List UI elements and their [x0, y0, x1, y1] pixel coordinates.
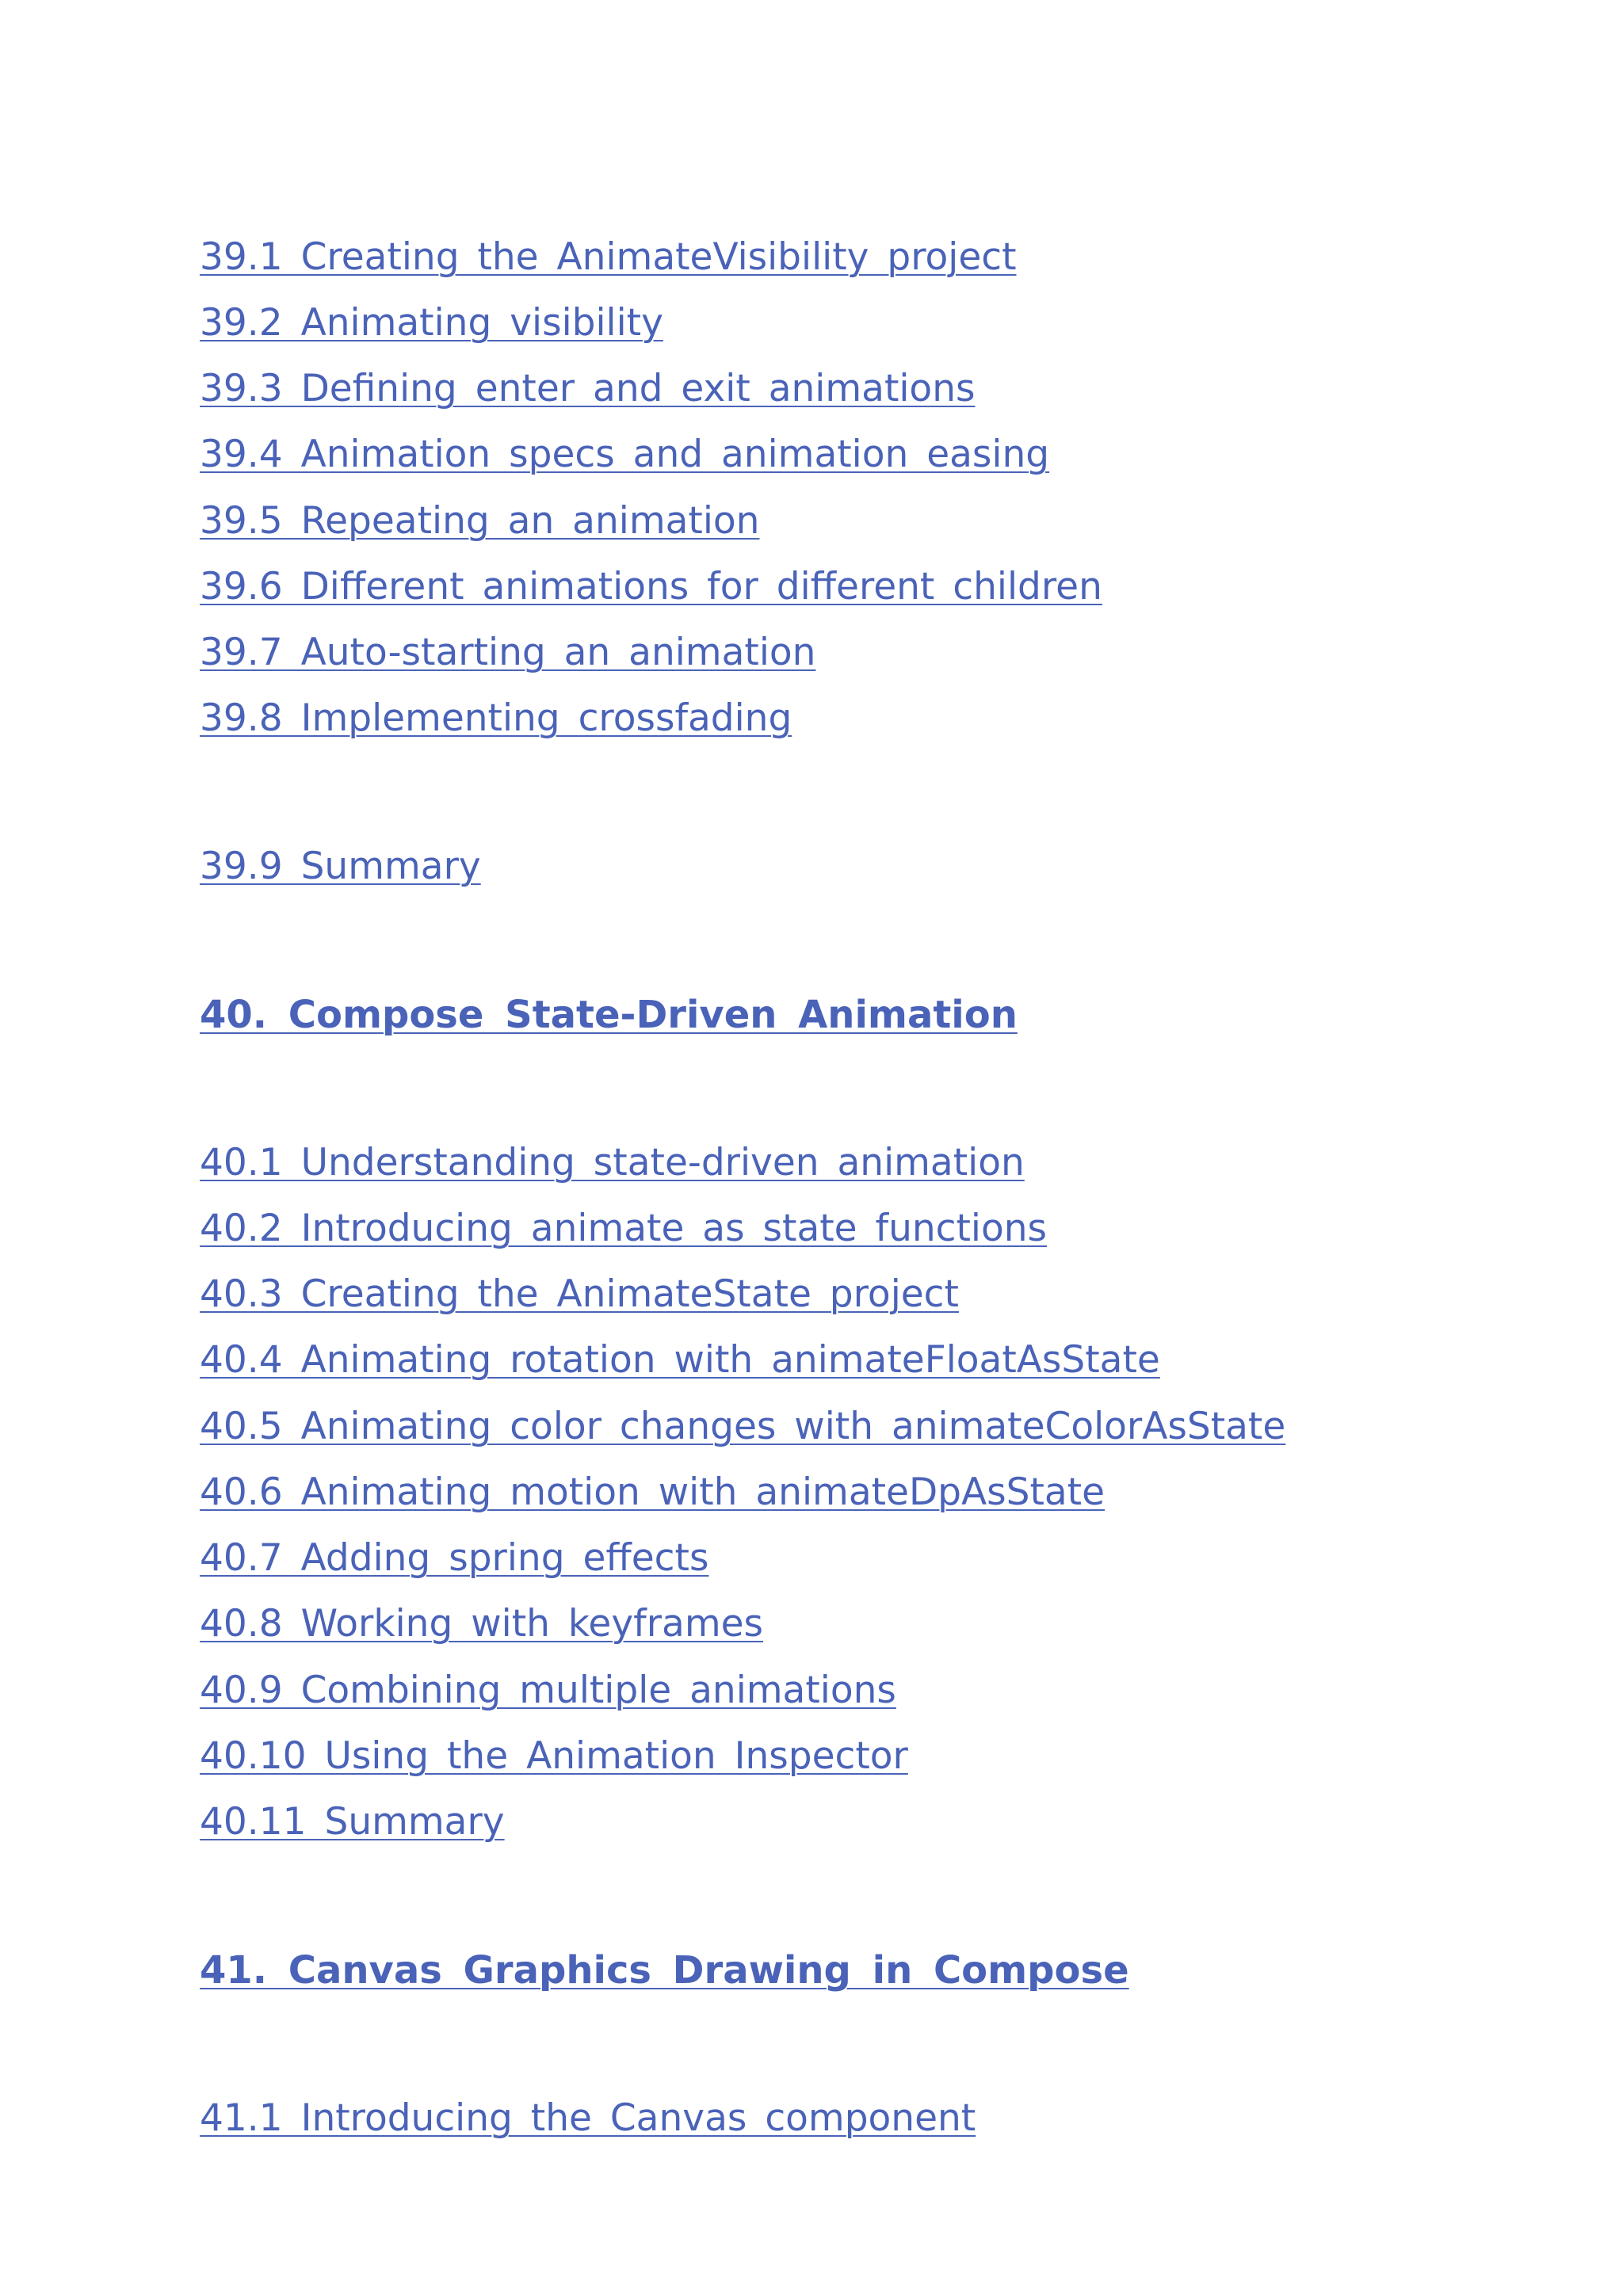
toc-link-40-1[interactable]: 40.1 Understanding state-driven animation	[200, 1141, 1025, 1184]
toc-link-39-7[interactable]: 39.7 Auto-starting an animation	[200, 631, 816, 674]
toc-link-40-6[interactable]: 40.6 Animating motion with animateDpAsState	[200, 1470, 1106, 1514]
toc-link-40-9[interactable]: 40.9 Combining multiple animations	[200, 1669, 896, 1712]
toc-link-39-1[interactable]: 39.1 Creating the AnimateVisibility project	[200, 235, 1017, 279]
toc-link-41-1[interactable]: 41.1 Introducing the Canvas component	[200, 2096, 976, 2140]
toc-link-40-4[interactable]: 40.4 Animating rotation with animateFloatAsState	[200, 1338, 1160, 1382]
toc-link-39-5[interactable]: 39.5 Repeating an animation	[200, 499, 760, 543]
toc-chapter-41[interactable]: 41. Canvas Graphics Drawing in Compose	[200, 1948, 1129, 1993]
toc-link-40-8[interactable]: 40.8 Working with keyframes	[200, 1602, 764, 1646]
toc-link-40-2[interactable]: 40.2 Introducing animate as state functions	[200, 1207, 1048, 1250]
toc-link-40-10[interactable]: 40.10 Using the Animation Inspector	[200, 1734, 908, 1778]
toc-link-40-3[interactable]: 40.3 Creating the AnimateState project	[200, 1272, 959, 1316]
toc-link-40-11[interactable]: 40.11 Summary	[200, 1800, 505, 1844]
toc-link-39-9[interactable]: 39.9 Summary	[200, 845, 481, 888]
toc-link-40-7[interactable]: 40.7 Adding spring effects	[200, 1536, 709, 1580]
toc-link-39-6[interactable]: 39.6 Different animations for different children	[200, 565, 1102, 608]
toc-link-39-3[interactable]: 39.3 Defining enter and exit animations	[200, 367, 976, 410]
toc-link-39-2[interactable]: 39.2 Animating visibility	[200, 301, 663, 345]
toc-link-40-5[interactable]: 40.5 Animating color changes with animateColorAsState	[200, 1405, 1286, 1448]
toc-link-39-8[interactable]: 39.8 Implementing crossfading	[200, 696, 792, 740]
toc-link-39-4[interactable]: 39.4 Animation specs and animation easing	[200, 433, 1050, 476]
toc-chapter-40[interactable]: 40. Compose State-Driven Animation	[200, 993, 1018, 1037]
